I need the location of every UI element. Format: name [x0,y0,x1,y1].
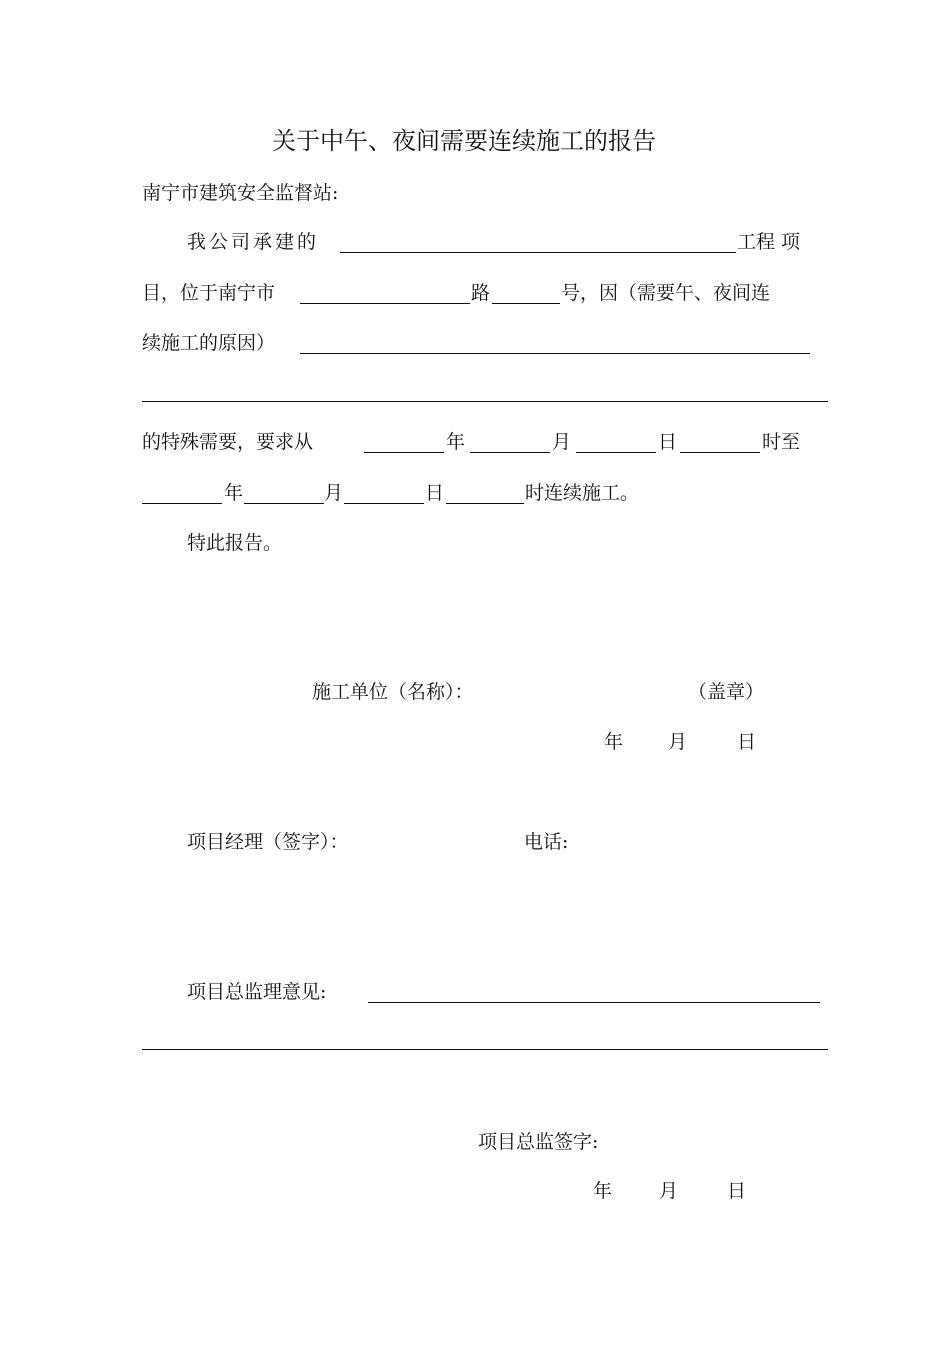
supervisor-day-label: 日 [727,1180,747,1202]
closing-text: 特此报告。 [187,532,283,554]
end-year-blank[interactable] [142,481,222,504]
intro-text: 我公司承建的 [187,231,320,253]
number-blank[interactable] [492,281,560,304]
supervisor-opinion-blank-2[interactable] [142,1049,828,1050]
start-year-label: 年 [446,431,466,453]
reason-blank-1[interactable] [300,331,810,354]
start-day-label: 日 [658,431,678,453]
road-label: 路 [471,282,491,304]
sign-month-label: 月 [668,731,688,753]
end-hour-label: 时连续施工。 [525,482,640,504]
seal-label: （盖章） [688,681,765,703]
city-road-blank[interactable] [300,281,470,304]
phone-label: 电话: [524,831,569,853]
sign-year-label: 年 [604,731,624,753]
end-year-label: 年 [224,482,244,504]
start-month-label: 月 [552,431,572,453]
supervisor-year-label: 年 [593,1180,613,1202]
location-text: 目，位于南宁市 [142,282,276,304]
start-year-blank[interactable] [364,430,444,453]
supervisor-month-label: 月 [659,1180,679,1202]
reason-label: 续施工的原因） [142,332,276,354]
end-day-label: 日 [425,482,445,504]
supervisor-opinion-label: 项目总监理意见: [187,981,327,1003]
supervisor-sign-label: 项目总监签字: [478,1131,599,1153]
start-month-blank[interactable] [470,430,550,453]
reason-blank-2[interactable] [142,401,828,402]
start-day-blank[interactable] [576,430,656,453]
supervisor-opinion-blank-1[interactable] [368,980,820,1003]
number-label: 号，因（需要午、夜间连 [561,282,771,304]
project-suffix: 工程 项 [737,231,801,253]
unit-label: 施工单位（名称）： [312,681,474,703]
sign-day-label: 日 [737,731,757,753]
request-text: 的特殊需要，要求从 [142,431,314,453]
end-hour-blank[interactable] [446,481,524,504]
document-title: 关于中午、夜间需要连续施工的报告 [272,127,656,155]
end-month-blank[interactable] [244,481,324,504]
start-hour-blank[interactable] [680,430,760,453]
end-day-blank[interactable] [344,481,424,504]
addressee: 南宁市建筑安全监督站: [142,182,339,204]
project-name-blank[interactable] [340,230,736,253]
project-manager-label: 项目经理（签字）： [187,831,349,853]
start-hour-label: 时至 [762,431,801,453]
end-month-label: 月 [324,482,344,504]
